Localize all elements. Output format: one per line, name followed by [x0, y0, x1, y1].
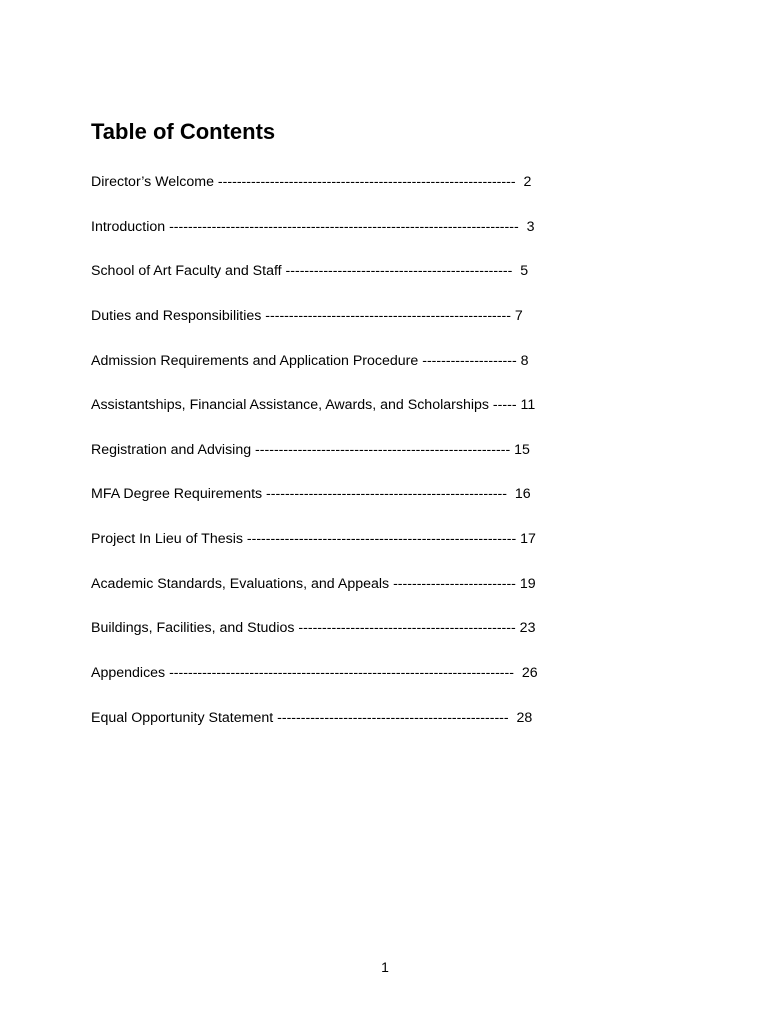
toc-entry-text: Duties and Responsibilities ---------------------------------------------------- 7 — [91, 307, 523, 324]
toc-entry-text: MFA Degree Requirements --------------------------------------------------- 16 — [91, 486, 531, 503]
toc-entry — [91, 484, 591, 529]
toc-entry — [91, 395, 591, 440]
toc-entry — [91, 574, 591, 619]
toc-entry — [91, 306, 591, 351]
toc-entry — [91, 261, 591, 306]
toc-entry — [91, 440, 591, 485]
toc-entry-text: Equal Opportunity Statement ------------------------------------------------- 28 — [91, 709, 533, 726]
toc-entry-text: Director’s Welcome --------------------------------------------------------------- 2 — [91, 174, 532, 190]
toc-entry — [91, 172, 591, 217]
toc-list — [91, 172, 591, 752]
toc-entry-text: Assistantships, Financial Assistance, Awards, and Scholarships ----- 11 — [91, 397, 536, 414]
toc-entry-text: Registration and Advising ------------------------------------------------------ 15 — [91, 441, 530, 458]
toc-entry-text: Appendices ------------------------------------------------------------------------- 26 — [91, 665, 538, 682]
toc-entry — [91, 351, 591, 396]
toc-title: Table of Contents — [91, 119, 276, 144]
toc-entry — [91, 663, 591, 708]
toc-entry — [91, 529, 591, 574]
toc-entry — [91, 217, 591, 262]
toc-entry — [91, 618, 591, 663]
toc-entry-text: Admission Requirements and Application Procedure -------------------- 8 — [91, 352, 529, 369]
page-number: 1 — [381, 959, 389, 975]
toc-entry-text: Introduction -------------------------------------------------------------------------- 3 — [91, 218, 535, 235]
toc-entry-text: Academic Standards, Evaluations, and Appeals -------------------------- 19 — [91, 575, 536, 592]
toc-entry — [91, 708, 591, 753]
toc-entry-text: School of Art Faculty and Staff ------------------------------------------------ 5 — [91, 263, 529, 280]
toc-entry-text: Project In Lieu of Thesis --------------------------------------------------------- 17 — [91, 531, 536, 548]
toc-entry-text: Buildings, Facilities, and Studios ---------------------------------------------- 23 — [91, 620, 536, 637]
